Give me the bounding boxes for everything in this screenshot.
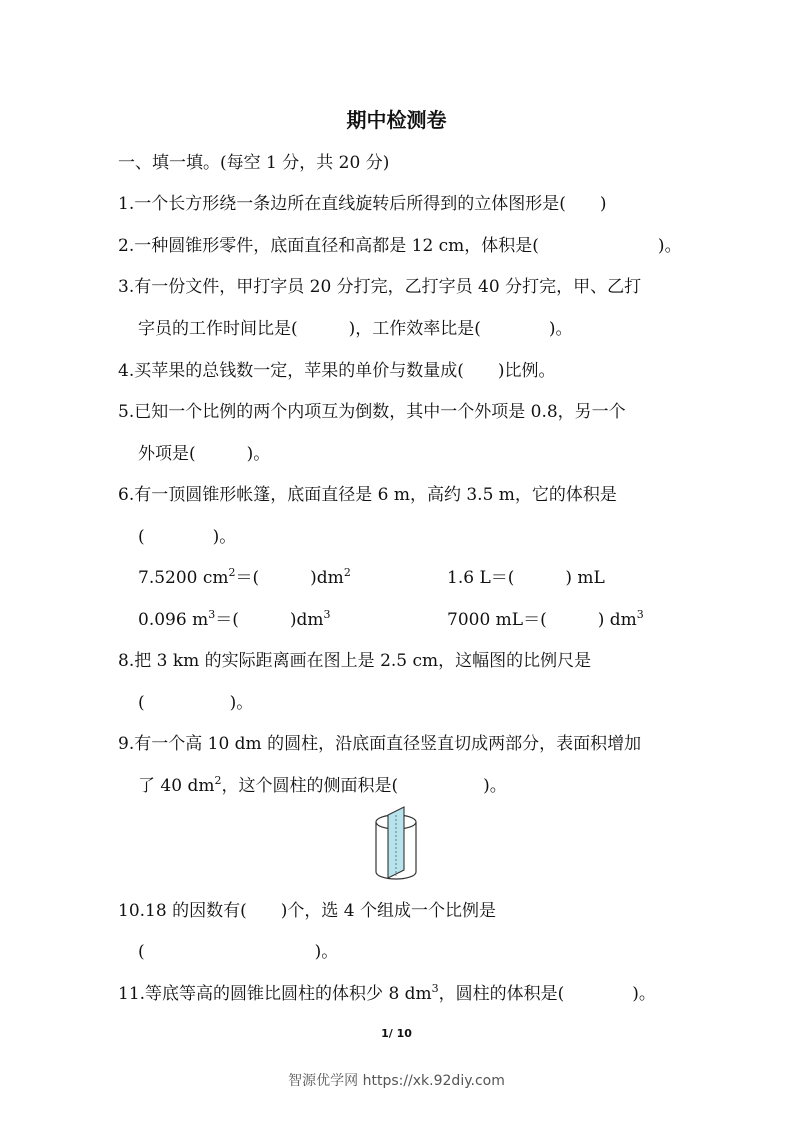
question-6-line-1: 6.有一顶圆锥形帐篷，底面直径是 6 m，高约 3.5 m，它的体积是 xyxy=(118,485,617,505)
q7c-text-2: ＝( )dm xyxy=(215,610,324,630)
page-number: 1/ 10 xyxy=(381,1027,412,1040)
page-title: 期中检测卷 xyxy=(346,108,447,132)
question-9-line-2 xyxy=(138,775,507,797)
q11-text-2: ，圆柱的体积是( )。 xyxy=(438,984,656,1004)
question-9-line-1: 9.有一个高 10 dm 的圆柱，沿底面直径竖直切成两部分，表面积增加 xyxy=(118,734,642,754)
question-4: 4.买苹果的总钱数一定，苹果的单价与数量成( )比例。 xyxy=(118,361,556,381)
question-7-a xyxy=(138,567,351,589)
question-3-line-1: 3.有一份文件，甲打字员 20 分打完，乙打字员 40 分打完，甲、乙打 xyxy=(118,277,642,297)
q9-text-2: ，这个圆柱的侧面积是( )。 xyxy=(221,776,507,796)
footer-watermark: 智源优学网 https://xk.92diy.com xyxy=(288,1073,505,1089)
q7d-exp: 3 xyxy=(636,608,644,621)
question-8-line-1: 8.把 3 km 的实际距离画在图上是 2.5 cm，这幅图的比例尺是 xyxy=(118,651,592,671)
cut-cylinder-figure xyxy=(372,806,420,886)
question-3-line-2: 字员的工作时间比是( )，工作效率比是( )。 xyxy=(138,319,573,339)
question-7-b: 1.6 L＝( ) mL xyxy=(447,568,605,588)
question-8-line-2: ( )。 xyxy=(138,693,254,713)
question-10-line-1: 10.18 的因数有( )个，选 4 个组成一个比例是 xyxy=(118,901,496,921)
q7c-text: 0.096 m xyxy=(138,610,209,630)
q7a-text-2: ＝( )dm xyxy=(235,568,344,588)
q11-exp: 3 xyxy=(431,982,439,995)
q11-text: 11.等底等高的圆锥比圆柱的体积少 8 dm xyxy=(118,984,432,1004)
question-7-d xyxy=(447,609,644,631)
q9-text: 了 40 dm xyxy=(138,776,215,796)
question-2: 2.一种圆锥形零件，底面直径和高都是 12 cm，体积是( )。 xyxy=(118,236,682,256)
q7d-text: 7000 mL＝( ) dm xyxy=(447,610,637,630)
question-5-line-2: 外项是( )。 xyxy=(138,444,271,464)
question-11 xyxy=(118,983,656,1005)
q7c-exp-1: 3 xyxy=(208,608,216,621)
question-5-line-1: 5.已知一个比例的两个内项互为倒数，其中一个外项是 0.8，另一个 xyxy=(118,402,626,422)
q7a-exp-1: 2 xyxy=(228,566,236,579)
question-6-line-2: ( )。 xyxy=(138,527,237,547)
question-10-line-2: ( )。 xyxy=(138,942,339,962)
q7a-exp-2: 2 xyxy=(343,566,351,579)
q7c-exp-2: 3 xyxy=(323,608,331,621)
question-1: 1.一个长方形绕一条边所在直线旋转后所得到的立体图形是( ) xyxy=(118,194,607,214)
q7a-text: 7.5200 cm xyxy=(138,568,229,588)
section-heading: 一、填一填。(每空 1 分，共 20 分) xyxy=(118,153,390,173)
q9-exp: 2 xyxy=(214,774,222,787)
question-7-c xyxy=(138,609,330,631)
